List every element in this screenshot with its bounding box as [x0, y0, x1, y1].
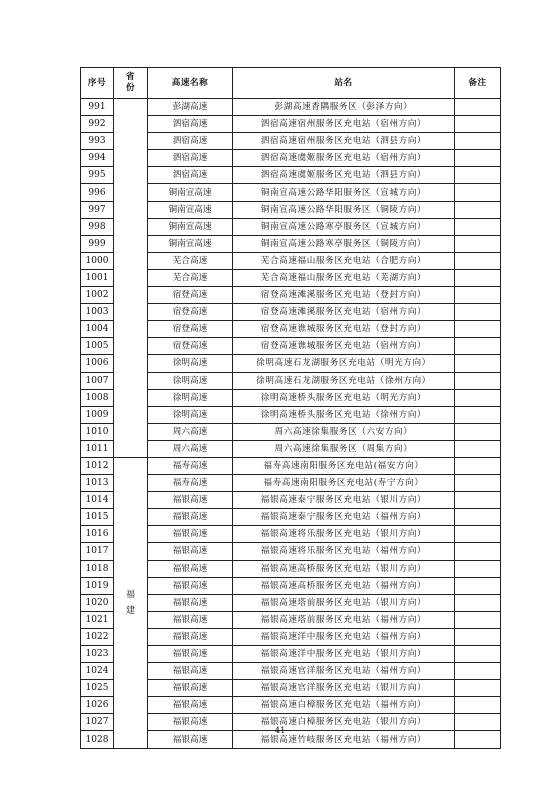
station-name: 铜南宣高速公路寒亭服务区（宣城方向） [233, 218, 455, 235]
remark-cell [455, 628, 501, 645]
highway-name: 铜南宣高速 [148, 184, 233, 201]
station-name: 彭湖高速香隅服务区（彭泽方向） [233, 99, 455, 116]
remark-cell [455, 611, 501, 628]
row-number: 1000 [81, 252, 114, 269]
station-name: 福银高速泰宁服务区充电站（银川方向） [233, 492, 455, 509]
remark-cell [455, 475, 501, 492]
row-number: 998 [81, 218, 114, 235]
province-cell: 福建 [114, 457, 148, 748]
highway-name: 福银高速 [148, 646, 233, 663]
row-number: 1009 [81, 406, 114, 423]
station-name: 徐明高速桥头服务区充电站（明光方向） [233, 389, 455, 406]
row-number: 1028 [81, 731, 114, 748]
remark-cell [455, 389, 501, 406]
remark-cell [455, 680, 501, 697]
station-name: 泗宿高速宿州服务区充电站（宿州方向） [233, 116, 455, 133]
station-name: 周六高速徐集服务区（周集方向） [233, 440, 455, 457]
highway-name: 徐明高速 [148, 355, 233, 372]
table-body [81, 99, 501, 749]
station-name: 芜合高速福山服务区充电站（合肥方向） [233, 252, 455, 269]
station-name: 铜南宣高速公路寒亭服务区（铜陵方向） [233, 235, 455, 252]
highway-name: 福寿高速 [148, 475, 233, 492]
highway-name: 彭湖高速 [148, 99, 233, 116]
highway-name: 福银高速 [148, 594, 233, 611]
remark-cell [455, 663, 501, 680]
remark-cell [455, 577, 501, 594]
highway-name: 福银高速 [148, 680, 233, 697]
station-name: 福银高速塔前服务区充电站（银川方向） [233, 594, 455, 611]
row-number: 1020 [81, 594, 114, 611]
highway-name: 福银高速 [148, 663, 233, 680]
remark-cell [455, 252, 501, 269]
row-number: 992 [81, 116, 114, 133]
row-number: 1017 [81, 543, 114, 560]
row-number: 1007 [81, 372, 114, 389]
station-name: 周六高速徐集服务区（六安方向） [233, 423, 455, 440]
row-number: 999 [81, 235, 114, 252]
remark-cell [455, 235, 501, 252]
page-number: 41 [274, 726, 286, 736]
row-number: 1027 [81, 714, 114, 731]
station-name: 铜南宣高速公路华阳服务区（宣城方向） [233, 184, 455, 201]
remark-cell [455, 269, 501, 286]
row-number: 1022 [81, 628, 114, 645]
station-name: 福银高速泰宁服务区充电站（福州方向） [233, 509, 455, 526]
highway-name: 福银高速 [148, 628, 233, 645]
station-name: 泗宿高速宿州服务区充电站（泗县方向） [233, 133, 455, 150]
row-number: 1026 [81, 697, 114, 714]
table-row [81, 99, 501, 116]
station-name: 福银高速洋中服务区充电站（银川方向） [233, 646, 455, 663]
header-no: 序号 [81, 68, 114, 99]
highway-name: 宿登高速 [148, 287, 233, 304]
remark-cell [455, 423, 501, 440]
highway-name: 宿登高速 [148, 321, 233, 338]
highway-name: 福银高速 [148, 509, 233, 526]
row-number: 1005 [81, 338, 114, 355]
remark-cell [455, 492, 501, 509]
station-name: 福银高速将乐服务区充电站（福州方向） [233, 543, 455, 560]
station-name: 泗宿高速虞姬服务区充电站（宿州方向） [233, 150, 455, 167]
station-name: 徐明高速石龙湖服务区充电站（明光方向） [233, 355, 455, 372]
highway-name: 宿登高速 [148, 304, 233, 321]
remark-cell [455, 372, 501, 389]
highway-name: 福银高速 [148, 577, 233, 594]
row-number: 1008 [81, 389, 114, 406]
station-name: 徐明高速石龙湖服务区充电站（徐州方向） [233, 372, 455, 389]
station-name: 宿登高速滩溪服务区充电站（登封方向） [233, 287, 455, 304]
table-row [81, 457, 501, 474]
highway-name: 福银高速 [148, 697, 233, 714]
highway-name: 泗宿高速 [148, 116, 233, 133]
row-number: 1010 [81, 423, 114, 440]
highway-name: 福银高速 [148, 526, 233, 543]
row-number: 1023 [81, 646, 114, 663]
remark-cell [455, 99, 501, 116]
row-number: 1021 [81, 611, 114, 628]
highway-name: 福银高速 [148, 492, 233, 509]
row-number: 1001 [81, 269, 114, 286]
station-name: 福银高速白樟服务区充电站（银川方向） [233, 714, 455, 731]
row-number: 995 [81, 167, 114, 184]
remark-cell [455, 184, 501, 201]
station-name: 铜南宣高速公路华阳服务区（铜陵方向） [233, 201, 455, 218]
highway-name: 福银高速 [148, 714, 233, 731]
highway-name: 泗宿高速 [148, 167, 233, 184]
row-number: 1025 [81, 680, 114, 697]
highway-name: 铜南宣高速 [148, 201, 233, 218]
station-name: 福银高速洋中服务区充电站（福州方向） [233, 628, 455, 645]
remark-cell [455, 150, 501, 167]
header-station: 站名 [233, 68, 455, 99]
remark-cell [455, 201, 501, 218]
station-name: 徐明高速桥头服务区充电站（徐州方向） [233, 406, 455, 423]
remark-cell [455, 543, 501, 560]
row-number: 993 [81, 133, 114, 150]
station-name: 福银高速高桥服务区充电站（福州方向） [233, 577, 455, 594]
row-number: 996 [81, 184, 114, 201]
row-number: 1024 [81, 663, 114, 680]
remark-cell [455, 355, 501, 372]
remark-cell [455, 167, 501, 184]
station-name: 芜合高速福山服务区充电站（芜湖方向） [233, 269, 455, 286]
highway-name: 福银高速 [148, 560, 233, 577]
header-row [81, 68, 501, 99]
station-name: 福银高速官洋服务区充电站（福州方向） [233, 663, 455, 680]
highway-name: 周六高速 [148, 423, 233, 440]
highway-name: 铜南宣高速 [148, 218, 233, 235]
remark-cell [455, 338, 501, 355]
row-number: 997 [81, 201, 114, 218]
remark-cell [455, 133, 501, 150]
highway-name: 芜合高速 [148, 269, 233, 286]
remark-cell [455, 287, 501, 304]
row-number: 1014 [81, 492, 114, 509]
row-number: 994 [81, 150, 114, 167]
row-number: 1016 [81, 526, 114, 543]
row-number: 1019 [81, 577, 114, 594]
row-number: 1012 [81, 457, 114, 474]
row-number: 1003 [81, 304, 114, 321]
station-name: 福银高速竹岐服务区充电站（福州方向） [233, 731, 455, 748]
row-number: 1011 [81, 440, 114, 457]
highway-name: 宿登高速 [148, 338, 233, 355]
remark-cell [455, 526, 501, 543]
highway-name: 福银高速 [148, 611, 233, 628]
station-name: 福银高速高桥服务区充电站（银川方向） [233, 560, 455, 577]
station-name: 福银高速塔前服务区充电站（福州方向） [233, 611, 455, 628]
highway-name: 徐明高速 [148, 372, 233, 389]
highway-name: 泗宿高速 [148, 133, 233, 150]
row-number: 1013 [81, 475, 114, 492]
station-name: 福银高速将乐服务区充电站（银川方向） [233, 526, 455, 543]
station-name: 宿登高速滩溪服务区充电站（宿州方向） [233, 304, 455, 321]
row-number: 991 [81, 99, 114, 116]
highway-name: 徐明高速 [148, 406, 233, 423]
station-name: 福寿高速南阳服务区充电站(寿宁方向） [233, 475, 455, 492]
row-number: 1018 [81, 560, 114, 577]
highway-name: 福银高速 [148, 543, 233, 560]
highway-name: 铜南宣高速 [148, 235, 233, 252]
highway-name: 福银高速 [148, 731, 233, 748]
station-name: 泗宿高速虞姬服务区充电站（泗县方向） [233, 167, 455, 184]
remark-cell [455, 304, 501, 321]
highway-name: 福寿高速 [148, 457, 233, 474]
remark-cell [455, 594, 501, 611]
station-name: 福银高速官洋服务区充电站（银川方向） [233, 680, 455, 697]
remark-cell [455, 440, 501, 457]
remark-cell [455, 457, 501, 474]
station-table [80, 67, 501, 749]
station-name: 福寿高速南阳服务区充电站(福安方向） [233, 457, 455, 474]
station-name: 福银高速白樟服务区充电站（福州方向） [233, 697, 455, 714]
highway-name: 周六高速 [148, 440, 233, 457]
highway-name: 芜合高速 [148, 252, 233, 269]
remark-cell [455, 116, 501, 133]
station-name: 宿登高速谯城服务区充电站（宿州方向） [233, 338, 455, 355]
remark-cell [455, 697, 501, 714]
highway-name: 徐明高速 [148, 389, 233, 406]
row-number: 1015 [81, 509, 114, 526]
remark-cell [455, 321, 501, 338]
header-province: 省份 [114, 68, 148, 99]
remark-cell [455, 560, 501, 577]
highway-name: 泗宿高速 [148, 150, 233, 167]
remark-cell [455, 218, 501, 235]
station-name: 宿登高速谯城服务区充电站（登封方向） [233, 321, 455, 338]
row-number: 1002 [81, 287, 114, 304]
row-number: 1006 [81, 355, 114, 372]
header-highway: 高速名称 [148, 68, 233, 99]
row-number: 1004 [81, 321, 114, 338]
remark-cell [455, 509, 501, 526]
remark-cell [455, 646, 501, 663]
remark-cell [455, 406, 501, 423]
header-remark: 备注 [455, 68, 501, 99]
province-cell [114, 99, 148, 458]
